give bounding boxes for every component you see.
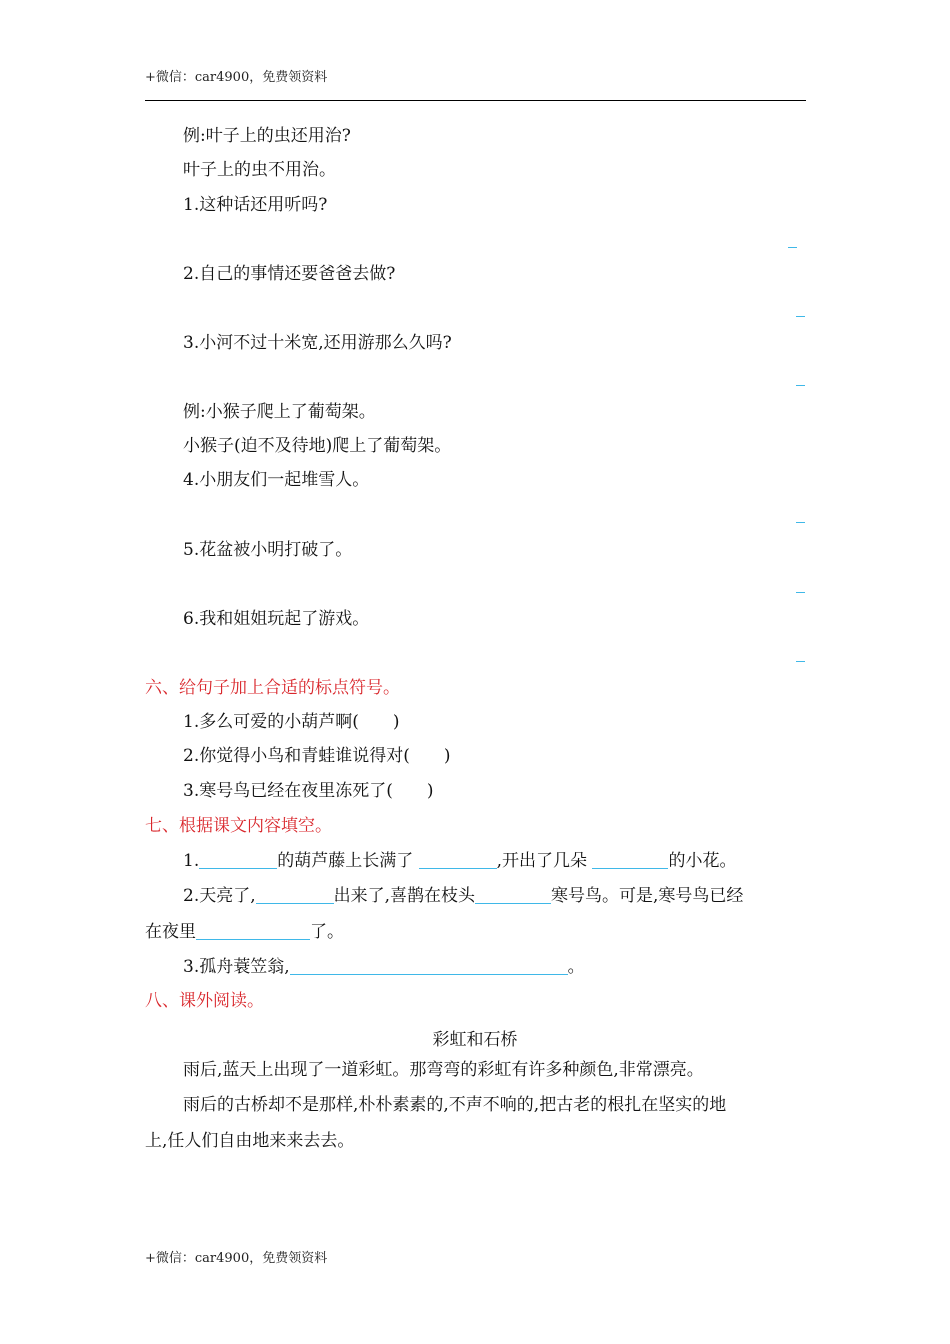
fill-blank[interactable] bbox=[419, 852, 497, 869]
fill-blank[interactable] bbox=[290, 958, 568, 975]
reading-paragraph-2-cont: 上,任人们自由地来来去去。 bbox=[145, 1131, 355, 1151]
answer-line-marker bbox=[796, 385, 805, 386]
reading-paragraph-1: 雨后,蓝天上出现了一道彩虹。那弯弯的彩虹有许多种颜色,非常漂亮。 bbox=[183, 1060, 704, 1080]
reading-paragraph-2: 雨后的古桥却不是那样,朴朴素素的,不声不响的,把古老的根扎在坚实的地 bbox=[183, 1095, 727, 1115]
section-8-heading: 八、课外阅读。 bbox=[145, 991, 264, 1011]
fill-text: 寒号鸟。可是,寒号鸟已经 bbox=[551, 886, 744, 906]
punctuation-question-1: 1.多么可爱的小葫芦啊( ) bbox=[183, 712, 400, 732]
question-5: 5.花盆被小明打破了。 bbox=[183, 540, 353, 560]
answer-line-marker bbox=[796, 592, 805, 593]
fill-question-1 bbox=[183, 851, 736, 871]
fill-text: 。 bbox=[567, 957, 585, 977]
fill-text: 了。 bbox=[310, 922, 344, 942]
fill-text: 出来了,喜鹊在枝头 bbox=[333, 886, 476, 906]
reading-title: 彩虹和石桥 bbox=[432, 1030, 518, 1050]
example-question: 例:叶子上的虫还用治? bbox=[183, 126, 351, 146]
question-4: 4.小朋友们一起堆雪人。 bbox=[183, 470, 370, 490]
fill-text: 的小花。 bbox=[668, 851, 737, 871]
fill-question-2-cont bbox=[145, 922, 344, 942]
fill-text: 3.孤舟蓑笠翁, bbox=[183, 957, 290, 977]
fill-question-3 bbox=[183, 957, 585, 977]
example-answer: 叶子上的虫不用治。 bbox=[183, 160, 336, 180]
fill-blank[interactable] bbox=[196, 923, 310, 940]
fill-blank[interactable] bbox=[256, 887, 334, 904]
fill-question-1-number: 1. bbox=[183, 851, 200, 871]
footer-note: +微信：car4900，免费领资料 bbox=[145, 1251, 328, 1266]
answer-line-marker bbox=[788, 247, 797, 248]
fill-question-2 bbox=[183, 886, 743, 906]
punctuation-question-3: 3.寒号鸟已经在夜里冻死了( ) bbox=[183, 781, 434, 801]
fill-text: ,开出了几朵 bbox=[496, 851, 588, 871]
punctuation-question-2: 2.你觉得小鸟和青蛙谁说得对( ) bbox=[183, 746, 451, 766]
answer-line-marker bbox=[796, 316, 805, 317]
example-answer: 小猴子(迫不及待地)爬上了葡萄架。 bbox=[183, 436, 452, 456]
fill-blank[interactable] bbox=[475, 887, 551, 904]
header-note: +微信：car4900，免费领资料 bbox=[145, 70, 328, 85]
answer-line-marker bbox=[796, 661, 805, 662]
header-rule bbox=[145, 100, 806, 101]
fill-text: 在夜里 bbox=[145, 922, 196, 942]
fill-text: 2.天亮了, bbox=[183, 886, 256, 906]
example-question: 例:小猴子爬上了葡萄架。 bbox=[183, 402, 376, 422]
question-2: 2.自己的事情还要爸爸去做? bbox=[183, 264, 396, 284]
fill-blank[interactable] bbox=[199, 852, 277, 869]
question-6: 6.我和姐姐玩起了游戏。 bbox=[183, 609, 370, 629]
section-7-heading: 七、根据课文内容填空。 bbox=[145, 816, 332, 836]
question-1: 1.这种话还用听吗? bbox=[183, 195, 328, 215]
section-6-heading: 六、给句子加上合适的标点符号。 bbox=[145, 678, 400, 698]
answer-line-marker bbox=[796, 522, 805, 523]
fill-blank[interactable] bbox=[592, 852, 668, 869]
question-3: 3.小河不过十米宽,还用游那么久吗? bbox=[183, 333, 452, 353]
fill-text: 的葫芦藤上长满了 bbox=[277, 851, 414, 871]
